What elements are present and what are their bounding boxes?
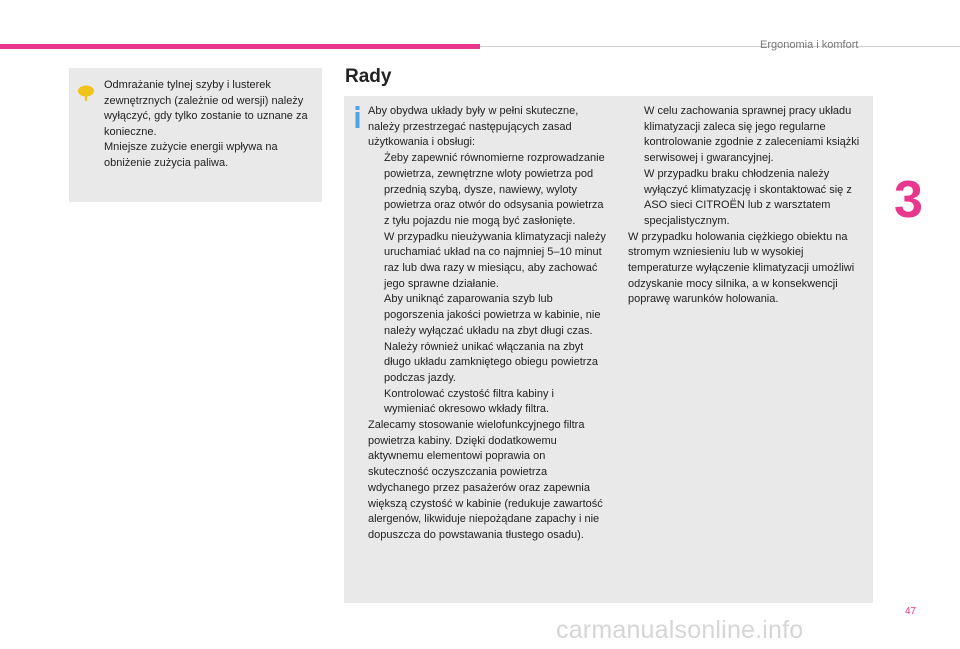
list-item [368, 387, 608, 418]
list-item-text: W przypadku braku chłodzenia należy wyłączyć klimatyzację i skontaktować się z ASO sieci CITROËN lub z warsztatem specjalistycznym. [644, 167, 852, 227]
tips-left-column [368, 104, 608, 544]
tips-box [344, 96, 873, 603]
page-number: 47 [905, 606, 917, 617]
eco-note-line: Odmrażanie tylnej szyby i lusterek zewnętrznych (zależnie od wersji) należy wyłączyć, gdy tylko zostanie to uznane za konieczne. [104, 79, 308, 138]
chapter-title: Ergonomia i komfort [760, 39, 859, 51]
tips-intro: Aby obydwa układy były w pełni skuteczne, należy przestrzegać następujących zasad użytkowania i obsługi: [368, 105, 579, 149]
eco-note-line: Mniejsze zużycie energii wpływa na obniżenie zużycia paliwa. [104, 141, 278, 169]
list-item-text: Aby uniknąć zaparowania szyb lub pogorszenia jakości powietrza w kabinie, nie należy wyłączać układu na zbyt długi czas. Należy również unikać włączania na zbyt długo układu zamkniętego obiegu powietrza podczas jazdy. [384, 293, 601, 384]
list-item [628, 167, 870, 230]
list-item-text: Kontrolować czystość filtra kabiny i wymieniać okresowo wkłady filtra. [384, 387, 554, 416]
filter-paragraph: Zalecamy stosowanie wielofunkcyjnego filtra powietrza kabiny. Dzięki dodatkowemu aktywnemu elementowi poprawia on skuteczność oczyszczania powietrza wdychanego przez pasażerów oraz zapewnia większą czystość w kabinie (redukuje zawartość alergenów, likwiduje niepożądane zapachy i nie dopuszcza do powstawania tłustego osadu). [368, 419, 603, 541]
chapter-accent-bar [0, 44, 480, 49]
list-item [368, 151, 608, 230]
tips-right-column [628, 104, 870, 308]
list-item-text: W celu zachowania sprawnej pracy układu klimatyzacji zaleca się jego regularne kontrolowanie zgodnie z zaleceniami książki serwisowej i gwarancyjnej. [644, 105, 860, 165]
eco-note-text [104, 78, 316, 171]
eco-note-box [69, 68, 322, 202]
list-item-text: Żeby zapewnić równomierne rozprowadzanie powietrza, zewnętrzne wloty powietrza pod przednią szybą, dysze, nawiewy, wyloty powietrza oraz otwór do odsysania powietrza z tyłu pojazdu nie mogą być zasłonięte. [384, 152, 605, 227]
chapter-number: 3 [894, 171, 923, 229]
list-item [368, 292, 608, 386]
header-divider [480, 46, 960, 47]
towing-paragraph: W przypadku holowania ciężkiego obiektu na stromym wzniesieniu lub w wysokiej temperaturze wyłączenie klimatyzacji umożliwi odzyskanie mocy silnika, a w konsekwencji poprawę warunków holowania. [628, 230, 855, 306]
watermark: carmanualsonline.info [556, 616, 804, 644]
section-title: Rady [345, 66, 392, 87]
info-icon [353, 106, 362, 128]
list-item-text: W przypadku nieużywania klimatyzacji należy uruchamiać układ na co najmniej 5–10 minut raz lub dwa razy w miesiącu, aby zachować jego sprawne działanie. [384, 230, 606, 290]
eco-leaf-icon [77, 84, 95, 102]
list-item [628, 104, 870, 167]
list-item [368, 230, 608, 293]
